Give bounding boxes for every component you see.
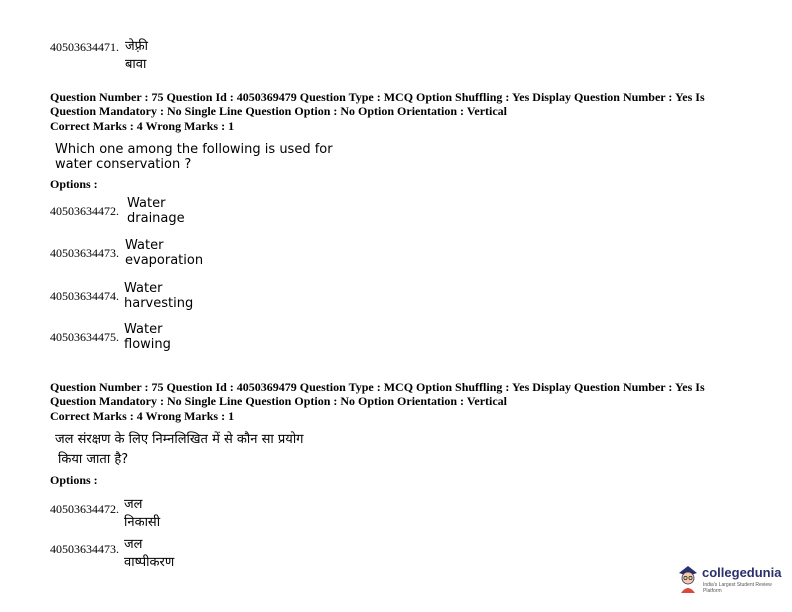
question-meta-line: Question Number : 75 Question Id : 4050369479 Question Type : MCQ Option Shuffling : Yes Display Question Number : Yes Is bbox=[50, 90, 705, 104]
logo-tagline: India's Largest Student Review Platform bbox=[703, 582, 772, 594]
options-label: Options : bbox=[50, 473, 98, 487]
option-text: जल निकासी bbox=[124, 497, 161, 530]
option-text: Water drainage bbox=[127, 196, 185, 226]
question-meta-line: Question Mandatory : No Single Line Question Option : No Option Orientation : Vertical bbox=[50, 394, 508, 408]
question-text: water conservation ? bbox=[55, 157, 192, 172]
option-id: 40503634475. bbox=[50, 330, 119, 344]
option-id: 40503634472. bbox=[50, 502, 119, 516]
options-label: Options : bbox=[50, 177, 98, 191]
option-id: 40503634474. bbox=[50, 289, 119, 303]
option-id: 40503634473. bbox=[50, 246, 119, 260]
question-marks: Correct Marks : 4 Wrong Marks : 1 bbox=[50, 409, 235, 423]
question-meta-line: Question Number : 75 Question Id : 4050369479 Question Type : MCQ Option Shuffling : Yes Display Question Number : Yes Is bbox=[50, 380, 705, 394]
logo-wordmark: collegedunia bbox=[702, 565, 782, 580]
option-text: Water harvesting bbox=[124, 281, 194, 311]
option-text: जल वाष्पीकरण bbox=[124, 537, 175, 570]
option-id: 40503634472. bbox=[50, 204, 119, 218]
question-marks: Correct Marks : 4 Wrong Marks : 1 bbox=[50, 119, 235, 133]
question-text: जल संरक्षण के लिए निम्नलिखित में से कौन सा प्रयोग bbox=[55, 432, 304, 447]
question-meta-line: Question Mandatory : No Single Line Question Option : No Option Orientation : Vertical bbox=[50, 104, 508, 118]
question-text: किया जाता है? bbox=[58, 452, 129, 467]
question-text: Which one among the following is used for bbox=[55, 142, 333, 157]
option-text: Water flowing bbox=[124, 322, 171, 352]
option-id: 40503634473. bbox=[50, 542, 119, 556]
option-id: 40503634471. bbox=[50, 40, 119, 54]
option-text: Water evaporation bbox=[125, 238, 204, 268]
option-text: जेफ़्री बावा bbox=[125, 39, 149, 72]
student-mascot-icon bbox=[676, 564, 700, 594]
collegedunia-logo bbox=[676, 562, 786, 598]
